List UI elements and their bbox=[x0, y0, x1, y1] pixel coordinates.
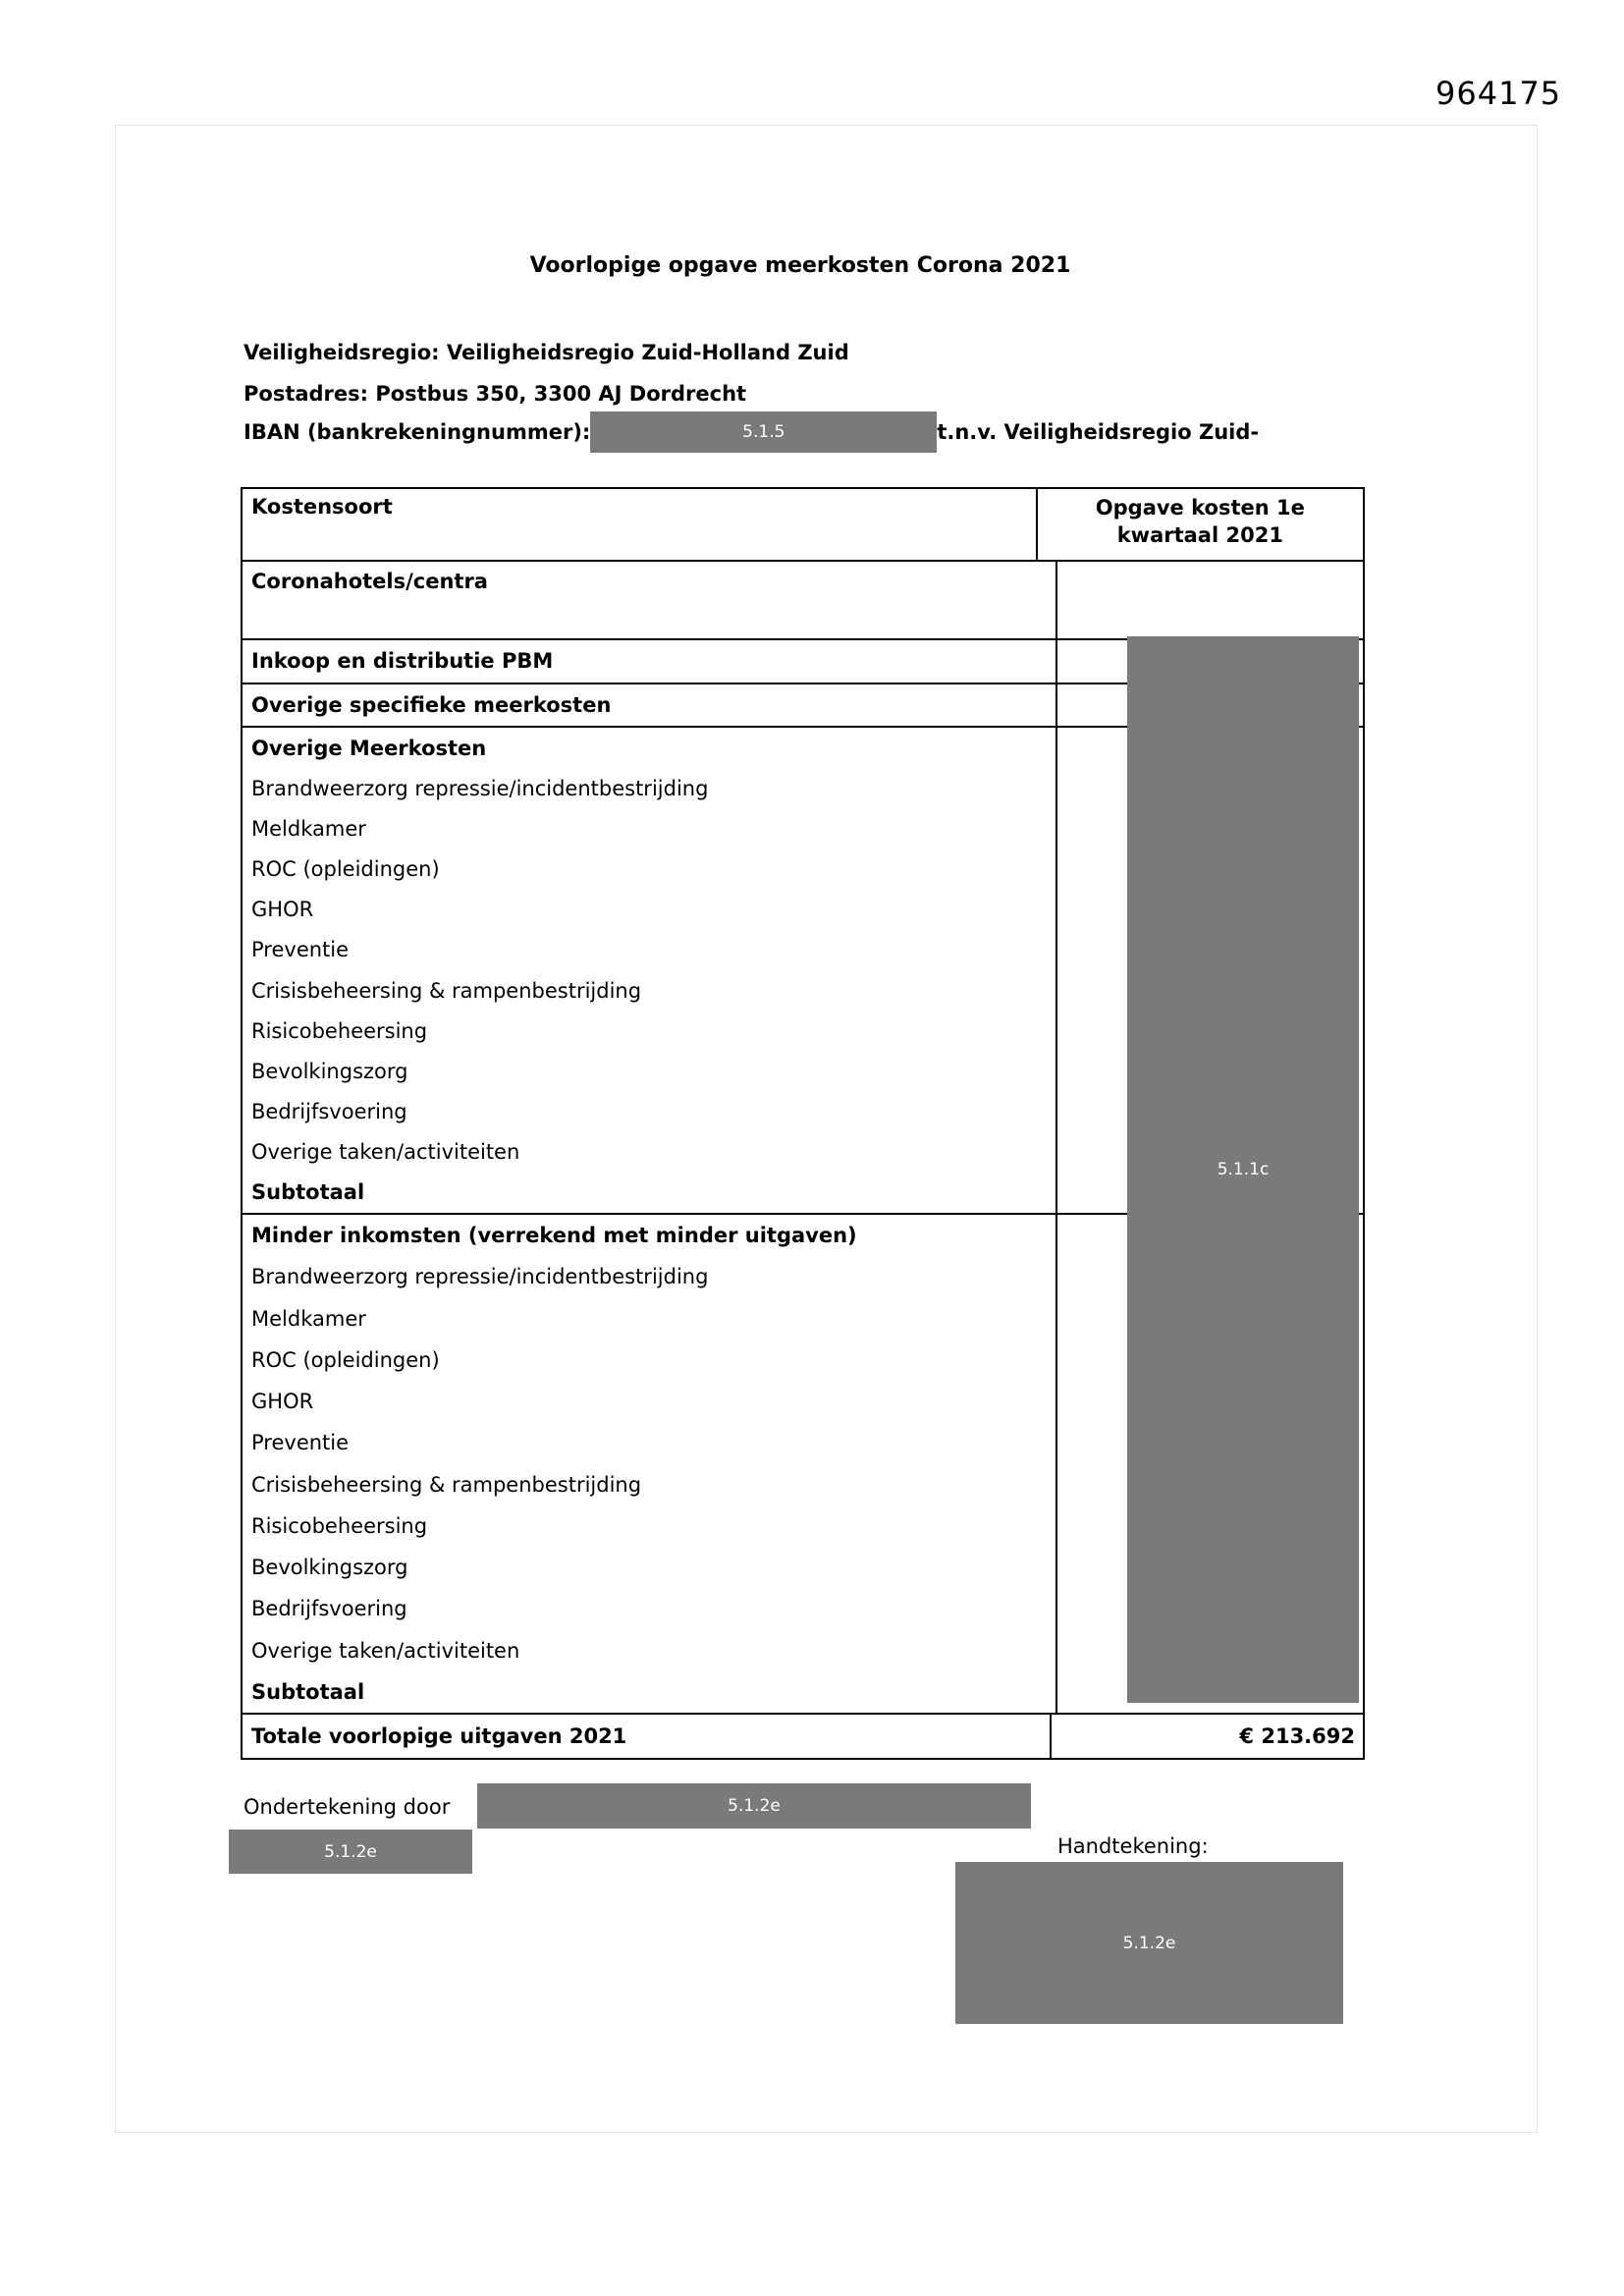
row-coronahotels-label: Coronahotels/centra bbox=[251, 570, 488, 593]
section-overige-meerkosten-list bbox=[243, 728, 1056, 1213]
cost-item: Risicobeheersing bbox=[251, 1018, 428, 1043]
handtekening-label: Handtekening: bbox=[1057, 1834, 1209, 1858]
cost-item: GHOR bbox=[251, 1390, 314, 1414]
iban-redaction-code: 5.1.5 bbox=[742, 422, 785, 442]
iban-line bbox=[244, 411, 1259, 453]
table-header-row bbox=[243, 489, 1363, 562]
costs-redaction-code: 5.1.1c bbox=[1217, 1160, 1270, 1179]
cost-item: GHOR bbox=[251, 898, 314, 922]
cost-item: Preventie bbox=[251, 1431, 350, 1455]
section-minder-inkomsten-list bbox=[243, 1215, 1056, 1713]
total-label: Totale voorlopige uitgaven 2021 bbox=[251, 1724, 627, 1748]
cost-item: Preventie bbox=[251, 938, 350, 962]
document-title: Voorlopige opgave meerkosten Corona 2021 bbox=[529, 253, 1071, 278]
cost-item: Meldkamer bbox=[251, 1306, 366, 1331]
costs-redaction-box bbox=[1127, 636, 1359, 1703]
cost-item: Brandweerzorg repressie/incidentbestrijding bbox=[251, 1265, 709, 1289]
cost-item: Risicobeheersing bbox=[251, 1513, 428, 1538]
cost-item: Bedrijfsvoering bbox=[251, 1597, 407, 1621]
section2-subtotal: Subtotaal bbox=[251, 1679, 365, 1704]
name-redaction-box bbox=[229, 1830, 472, 1874]
cost-table bbox=[241, 487, 1365, 1760]
cost-item: ROC (opleidingen) bbox=[251, 1347, 440, 1372]
iban-suffix: t.n.v. Veiligheidsregio Zuid- bbox=[937, 420, 1260, 444]
cost-item: Crisisbeheersing & rampenbestrijding bbox=[251, 978, 642, 1003]
cost-item: Bevolkingszorg bbox=[251, 1556, 408, 1580]
document-number: 964175 bbox=[1435, 75, 1562, 112]
cost-item: Meldkamer bbox=[251, 816, 366, 841]
iban-label: IBAN (bankrekeningnummer): bbox=[244, 420, 591, 444]
cost-item: ROC (opleidingen) bbox=[251, 857, 440, 882]
header-kostensoort: Kostensoort bbox=[251, 495, 393, 519]
iban-redaction-box bbox=[590, 411, 937, 453]
cost-item: Brandweerzorg repressie/incidentbestrijding bbox=[251, 776, 709, 800]
row-coronahotels-value bbox=[1056, 562, 1363, 638]
cost-item: Bedrijfsvoering bbox=[251, 1100, 407, 1124]
ondertekening-redaction-code: 5.1.2e bbox=[728, 1796, 781, 1816]
cost-item: Crisisbeheersing & rampenbestrijding bbox=[251, 1472, 642, 1497]
cost-item: Overige taken/activiteiten bbox=[251, 1638, 520, 1663]
veiligheidsregio-line: Veiligheidsregio: Veiligheidsregio Zuid-Holland Zuid bbox=[244, 341, 849, 364]
cost-item: Overige taken/activiteiten bbox=[251, 1140, 520, 1165]
signature-redaction-code: 5.1.2e bbox=[1122, 1933, 1176, 1953]
total-value: € 213.692 bbox=[1050, 1715, 1363, 1758]
ondertekening-redaction-box bbox=[477, 1783, 1031, 1829]
cost-item: Bevolkingszorg bbox=[251, 1059, 408, 1083]
header-opgave-kosten: Opgave kosten 1e kwartaal 2021 bbox=[1036, 489, 1363, 560]
row-coronahotels bbox=[243, 562, 1363, 640]
row-total bbox=[243, 1715, 1363, 1758]
section1-subtotal: Subtotaal bbox=[251, 1180, 365, 1205]
row-inkoop-pbm-label: Inkoop en distributie PBM bbox=[251, 649, 554, 673]
section2-header: Minder inkomsten (verrekend met minder uitgaven) bbox=[251, 1224, 857, 1248]
section1-header: Overige Meerkosten bbox=[251, 736, 487, 760]
row-overige-specifieke-label: Overige specifieke meerkosten bbox=[251, 693, 612, 717]
ondertekening-label: Ondertekening door bbox=[244, 1795, 451, 1819]
name-redaction-code: 5.1.2e bbox=[324, 1841, 377, 1862]
signature-redaction-box bbox=[955, 1862, 1343, 2024]
postadres-line: Postadres: Postbus 350, 3300 AJ Dordrecht bbox=[244, 382, 747, 406]
